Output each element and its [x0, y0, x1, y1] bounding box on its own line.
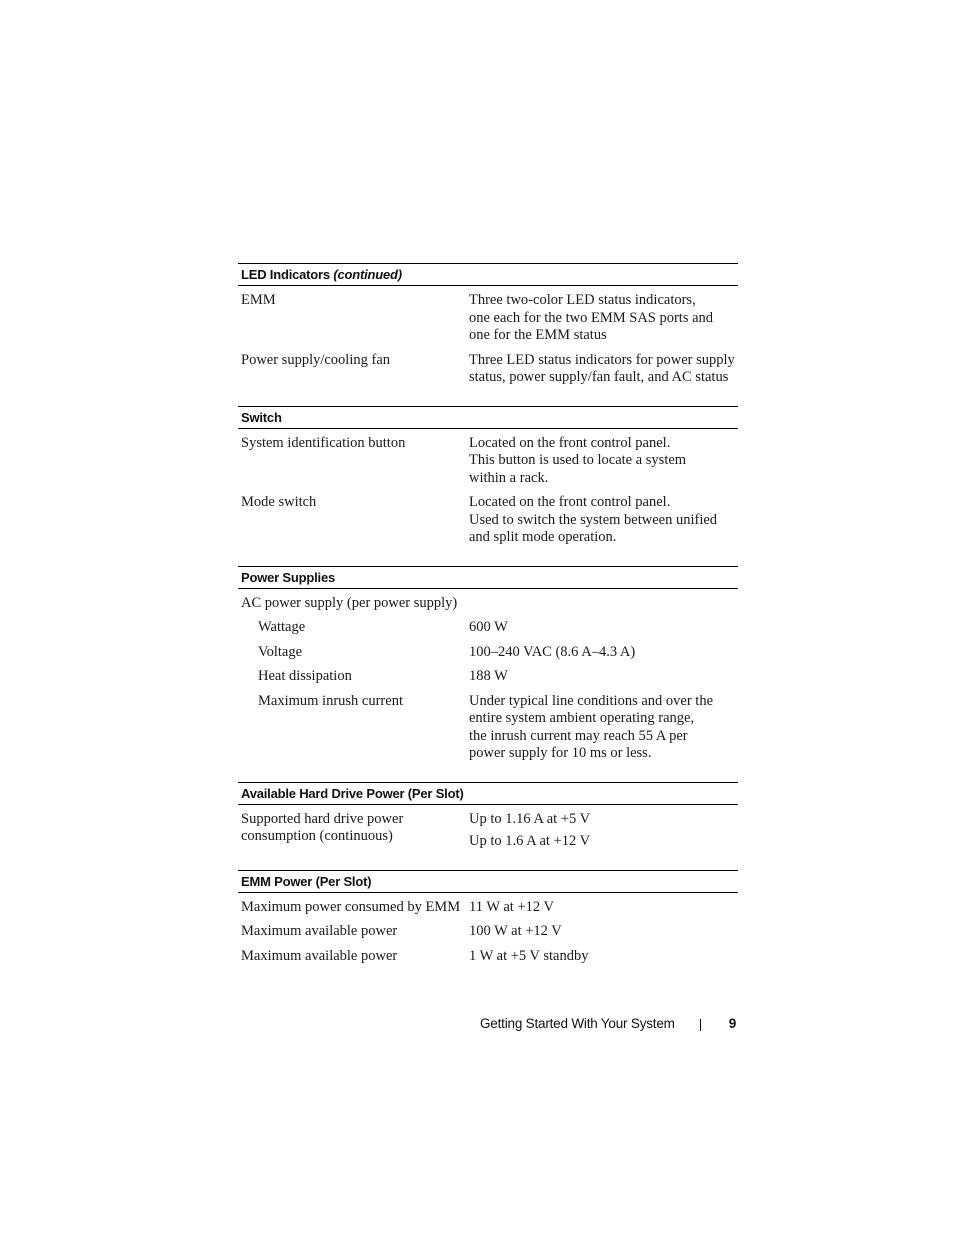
section-header — [238, 782, 738, 805]
spec-value-line: Located on the front control panel. — [469, 434, 671, 451]
section-title: Available Hard Drive Power (Per Slot) — [241, 785, 464, 801]
section-led-indicators — [238, 263, 738, 406]
spec-label: Mode switch — [241, 494, 317, 510]
section-title: LED Indicators — [241, 267, 330, 282]
footer-divider — [700, 1019, 701, 1031]
spec-label: Maximum power consumed by EMM — [241, 898, 461, 915]
spec-value-line: Under typical line conditions and over the — [469, 692, 714, 709]
spec-row — [238, 292, 738, 345]
spec-row — [238, 644, 738, 662]
spec-value — [466, 948, 738, 966]
page-number: 9 — [728, 1015, 737, 1031]
section-title: Switch — [241, 409, 282, 425]
section-header — [238, 566, 738, 589]
page-footer — [480, 1015, 736, 1031]
spec-value — [466, 292, 738, 345]
spec-row — [238, 948, 738, 966]
section-title: Power Supplies — [241, 569, 336, 585]
spec-value-line: Three LED status indicators for power supply — [469, 351, 735, 368]
spec-label: Maximum available power — [241, 947, 398, 964]
spec-value — [466, 899, 738, 917]
spec-label: System identification button — [241, 434, 406, 451]
spec-row — [238, 811, 738, 851]
spec-value-line: Used to switch the system between unified — [469, 511, 718, 528]
section-switch — [238, 406, 738, 566]
spec-value-line: one each for the two EMM SAS ports and — [469, 309, 714, 326]
spec-value-line: entire system ambient operating range, — [469, 710, 695, 726]
spec-value-line: Three two-color LED status indicators, — [469, 292, 696, 308]
spec-value-line: 600 W — [469, 619, 508, 635]
spec-value-line: status, power supply/fan fault, and AC status — [469, 369, 729, 385]
spec-value-line: Up to 1.6 A at +12 V — [469, 833, 591, 849]
section-emm-power — [238, 870, 738, 985]
spec-value-line: and split mode operation. — [469, 529, 617, 545]
section-header — [238, 406, 738, 429]
spec-value — [466, 923, 738, 941]
spec-table — [238, 263, 738, 984]
spec-row — [238, 494, 738, 547]
section-title-suffix: (continued) — [333, 267, 402, 282]
spec-row — [238, 619, 738, 637]
spec-label: Power supply/cooling fan — [241, 351, 391, 368]
spec-row — [238, 435, 738, 488]
section-title: EMM Power (Per Slot) — [241, 873, 372, 889]
spec-value-line: 11 W at +12 V — [469, 898, 554, 915]
section-header — [238, 263, 738, 286]
spec-value-line: This button is used to locate a system — [469, 452, 687, 468]
spec-value — [466, 693, 738, 763]
footer-title: Getting Started With Your System — [480, 1015, 675, 1031]
spec-value — [466, 668, 738, 686]
section-header — [238, 870, 738, 893]
spec-label: Maximum inrush current — [258, 692, 403, 709]
spec-label: Maximum available power — [241, 923, 398, 939]
spec-label: Wattage — [258, 619, 306, 635]
spec-value-line: within a rack. — [469, 469, 549, 486]
spec-value-line: 188 W — [469, 668, 508, 684]
section-hard-drive-power — [238, 782, 738, 870]
section-power-supplies — [238, 566, 738, 782]
spec-row — [238, 693, 738, 763]
spec-value-line: power supply for 10 ms or less. — [469, 745, 652, 761]
spec-value-line: the inrush current may reach 55 A per — [469, 727, 688, 744]
spec-value — [466, 352, 738, 387]
spec-value — [466, 644, 738, 662]
spec-value-line: one for the EMM status — [469, 327, 607, 343]
spec-value — [466, 494, 738, 547]
spec-value-line: 100–240 VAC (8.6 A–4.3 A) — [469, 643, 636, 660]
spec-row — [238, 899, 738, 917]
spec-value — [466, 619, 738, 637]
spec-label: EMM — [241, 292, 276, 308]
spec-row — [238, 668, 738, 686]
spec-value-line: 1 W at +5 V standby — [469, 947, 589, 964]
spec-value-line: Located on the front control panel. — [469, 494, 671, 510]
spec-label: Supported hard drive power consumption (continuous) — [241, 810, 404, 844]
spec-value-line: Up to 1.16 A at +5 V — [469, 810, 591, 827]
spec-value-line: 100 W at +12 V — [469, 923, 562, 939]
spec-value — [466, 435, 738, 488]
spec-label: Voltage — [258, 643, 303, 660]
spec-row — [238, 923, 738, 941]
spec-row — [238, 595, 738, 613]
spec-value — [466, 811, 738, 851]
spec-row — [238, 352, 738, 387]
spec-label: AC power supply (per power supply) — [241, 594, 458, 611]
spec-label: Heat dissipation — [258, 668, 352, 684]
